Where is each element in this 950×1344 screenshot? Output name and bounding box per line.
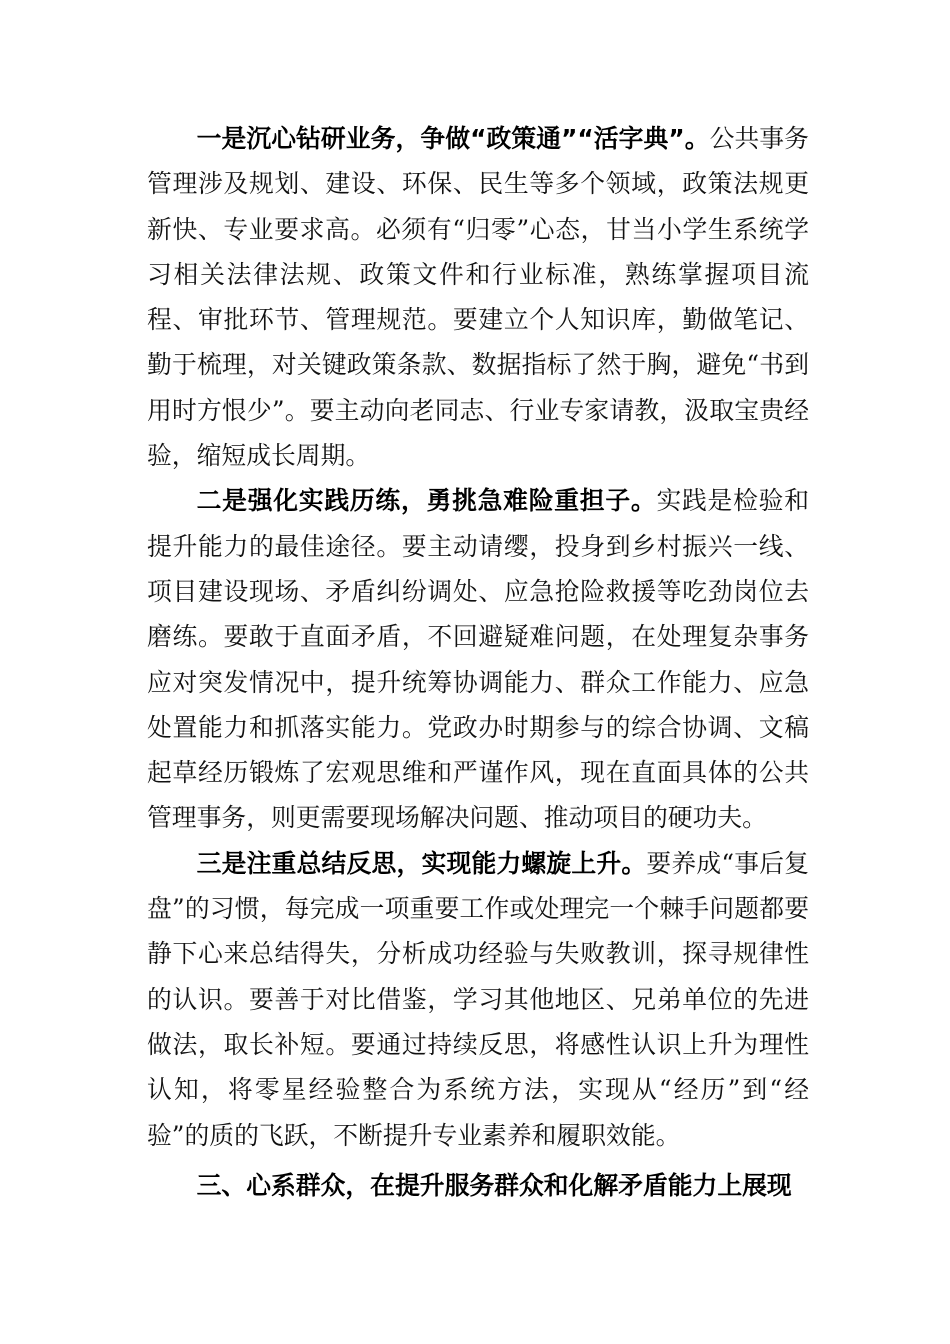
paragraph-2-lead: 二是强化实践历练，勇挑急难险重担子。 — [196, 486, 657, 516]
paragraph-3 — [147, 841, 809, 1158]
section-heading: 三、心系群众，在提升服务群众和化解矛盾能力上展现 — [196, 1170, 792, 1200]
paragraph-1-lead: 一是沉心钻研业务，争做“政策通”“活字典”。 — [196, 124, 710, 153]
document-body — [147, 116, 809, 1208]
paragraph-2-body: 实践是检验和提升能力的最佳途径。要主动请缨，投身到乡村振兴一线、项目建设现场、矛盾纠纷调处、应急抢险救援等吃劲岗位去磨练。要敢于直面矛盾，不回避疑难问题，在处理复杂事务应对突发情况中，提升统筹协调能力、群众工作能力、应急处置能力和抓落实能力。党政办时期参与的综合协调、文稿起草经历锻炼了宏观思维和严谨作风，现在直面具体的公共管理事务，则更需要现场解决问题、推动项目的硬功夫。 — [147, 486, 809, 833]
paragraph-1 — [147, 116, 809, 478]
paragraph-3-lead: 三是注重总结反思，实现能力螺旋上升。 — [196, 848, 647, 878]
paragraph-2 — [147, 478, 809, 840]
paragraph-3-body: 要养成“事后复盘”的习惯，每完成一项重要工作或处理完一个棘手问题都要静下心来总结得失，分析成功经验与失败教训，探寻规律性的认识。要善于对比借鉴，学习其他地区、兄弟单位的先进做法，取长补短。要通过持续反思，将感性认识上升为理性认知，将零星经验整合为系统方法，实现从“经历”到“经验”的质的飞跃，不断提升专业素养和履职效能。 — [147, 848, 809, 1150]
paragraph-1-body: 公共事务管理涉及规划、建设、环保、民生等多个领域，政策法规更新快、专业要求高。必须有“归零”心态，甘当小学生系统学习相关法律法规、政策文件和行业标准，熟练掌握项目流程、审批环节、管理规范。要建立个人知识库，勤做笔记、勤于梳理，对关键政策条款、数据指标了然于胸，避免“书到用时方恨少”。要主动向老同志、行业专家请教，汲取宝贵经验，缩短成长周期。 — [147, 124, 809, 471]
